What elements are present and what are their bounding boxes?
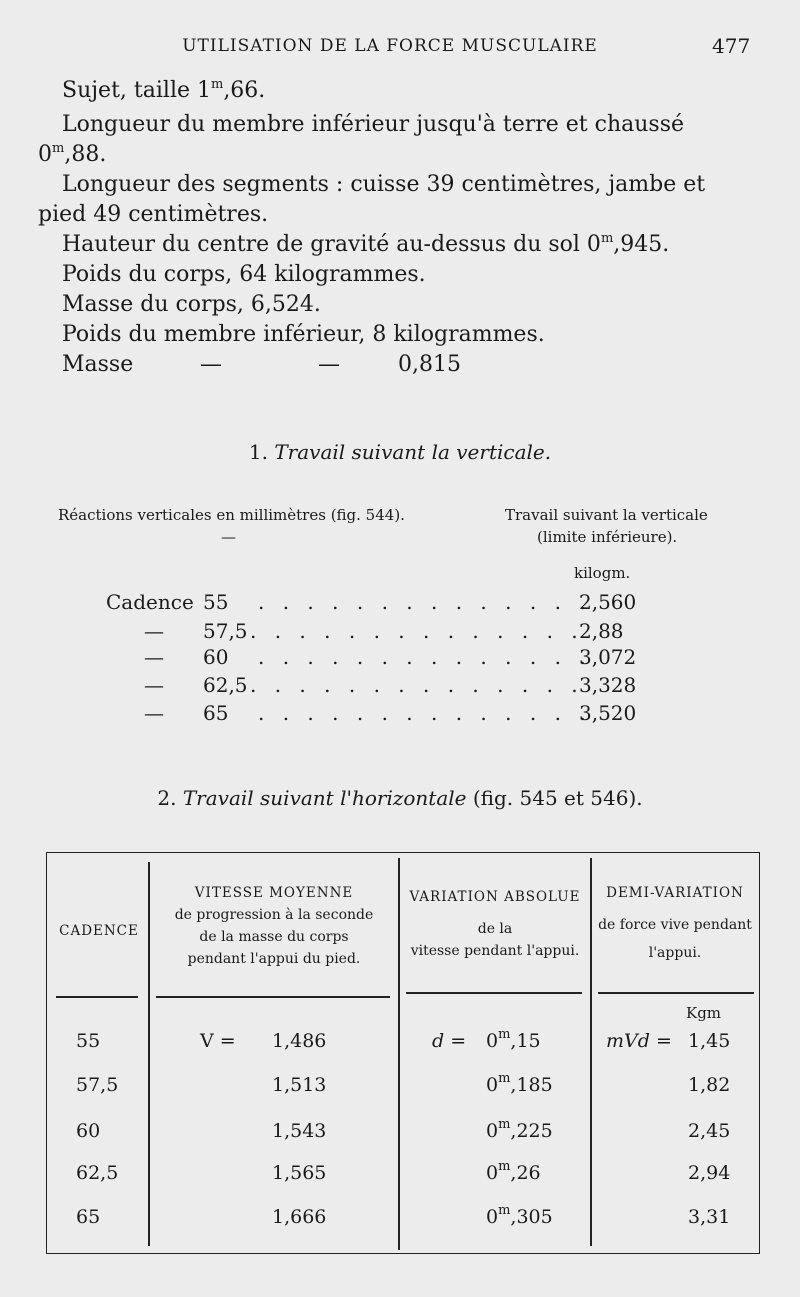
row-label: —: [144, 619, 164, 643]
masse-corps-line: Masse du corps, 6,524.: [62, 292, 321, 317]
row-label: Cadence: [106, 590, 194, 614]
section1-col-right-1: Travail suivant la verticale: [505, 506, 708, 524]
cell-vitesse: 1,486: [272, 1030, 327, 1052]
section2-ref: (fig. 545 et 546).: [472, 786, 643, 810]
cell-variation: 0$^m$,15: [486, 1027, 541, 1052]
row-cadence: 62,5: [203, 673, 248, 697]
section1-title: [0, 440, 800, 464]
row-value: 2,560: [579, 590, 637, 614]
row-cadence: 55: [203, 590, 229, 614]
masse-value: 0,815: [398, 352, 461, 377]
longueur-membre-line-1: Longueur du membre inférieur jusqu'à terre et chaussé: [62, 112, 685, 137]
section1-heading: Travail suivant la verticale.: [274, 440, 552, 464]
row-label: —: [144, 673, 164, 697]
row-label: —: [144, 645, 164, 669]
leader-dots: . . . . . . . . . . . . . .: [250, 673, 584, 697]
cell-demi-variation: 1,82: [688, 1074, 731, 1096]
row-value: 3,328: [579, 673, 637, 697]
section1-col-left-dash: —: [221, 528, 236, 546]
header-variation: VARIATION ABSOLUE de la vitesse pendant l'appui.: [409, 889, 581, 959]
cell-variation: 0$^m$,185: [486, 1071, 553, 1096]
page-number: 477: [712, 34, 751, 58]
sujet-line: Sujet, taille 1$^m$,66.: [62, 77, 266, 103]
row-value: 3,520: [579, 701, 637, 725]
running-header: UTILISATION DE LA FORCE MUSCULAIRE: [182, 36, 598, 56]
cell-variation: 0$^m$,225: [486, 1117, 553, 1142]
cell-demi-variation: 2,45: [688, 1120, 731, 1142]
row-cadence: 60: [203, 645, 229, 669]
cell-vitesse: 1,513: [272, 1074, 327, 1096]
cell-variation: 0$^m$,305: [486, 1203, 553, 1228]
header-vitesse: VITESSE MOYENNE de progression à la seconde de la masse du corps pendant l'appui du pied.: [174, 885, 374, 967]
v-prefix: V =: [200, 1030, 236, 1052]
cell-cadence: 55: [76, 1030, 101, 1052]
unit-kgm: Kgm: [686, 1004, 722, 1022]
section2-heading: Travail suivant l'horizontale: [182, 786, 467, 810]
hauteur-line: Hauteur du centre de gravité au-dessus du sol 0$^m$,945.: [62, 231, 670, 257]
table-header-rule: [406, 992, 582, 994]
cell-cadence: 60: [76, 1120, 101, 1142]
masse-dash-1: —: [200, 352, 222, 377]
row-value: 2,88: [579, 619, 624, 643]
masse-dash-2: —: [318, 352, 340, 377]
table-header-rule: [156, 996, 390, 998]
cell-demi-variation: 1,45: [688, 1030, 731, 1052]
cell-vitesse: 1,565: [272, 1162, 327, 1184]
poids-corps-line: Poids du corps, 64 kilogrammes.: [62, 262, 426, 287]
section1-number: 1.: [248, 440, 268, 464]
row-cadence: 57,5: [203, 619, 248, 643]
header-cadence: CADENCE: [59, 923, 139, 939]
table-header-rule: [56, 996, 138, 998]
cell-demi-variation: 3,31: [688, 1206, 731, 1228]
masse-label: Masse: [62, 352, 134, 377]
header-demi-variation: DEMI-VARIATION de force vive pendant l'appui.: [598, 885, 752, 961]
longueur-membre-line-2: 0$^m$,88.: [38, 141, 107, 167]
leader-dots: . . . . . . . . . . . . . .: [258, 590, 592, 614]
cell-cadence: 57,5: [76, 1074, 119, 1096]
cell-demi-variation: 2,94: [688, 1162, 731, 1184]
poids-membre-line: Poids du membre inférieur, 8 kilogrammes.: [62, 322, 545, 347]
segments-line-1: Longueur des segments : cuisse 39 centimètres, jambe et: [62, 172, 706, 197]
segments-line-2: pied 49 centimètres.: [38, 202, 269, 227]
leader-dots: . . . . . . . . . . . . . .: [258, 645, 592, 669]
cell-cadence: 62,5: [76, 1162, 119, 1184]
section1-col-left: Réactions verticales en millimètres (fig. 544).: [58, 506, 405, 524]
cell-variation: 0$^m$,26: [486, 1159, 541, 1184]
cell-vitesse: 1,666: [272, 1206, 327, 1228]
cell-cadence: 65: [76, 1206, 101, 1228]
section2-number: 2.: [157, 786, 177, 810]
leader-dots: . . . . . . . . . . . . . .: [250, 619, 584, 643]
row-value: 3,072: [579, 645, 637, 669]
row-label: —: [144, 701, 164, 725]
section1-unit: kilogm.: [574, 564, 631, 582]
table-header-rule: [598, 992, 754, 994]
mvd-prefix: mVd =: [606, 1030, 672, 1052]
cell-vitesse: 1,543: [272, 1120, 327, 1142]
leader-dots: . . . . . . . . . . . . . .: [258, 701, 592, 725]
d-prefix: d =: [432, 1030, 467, 1052]
row-cadence: 65: [203, 701, 229, 725]
section2-title: [0, 786, 800, 810]
section1-col-right-2: (limite inférieure).: [537, 528, 678, 546]
